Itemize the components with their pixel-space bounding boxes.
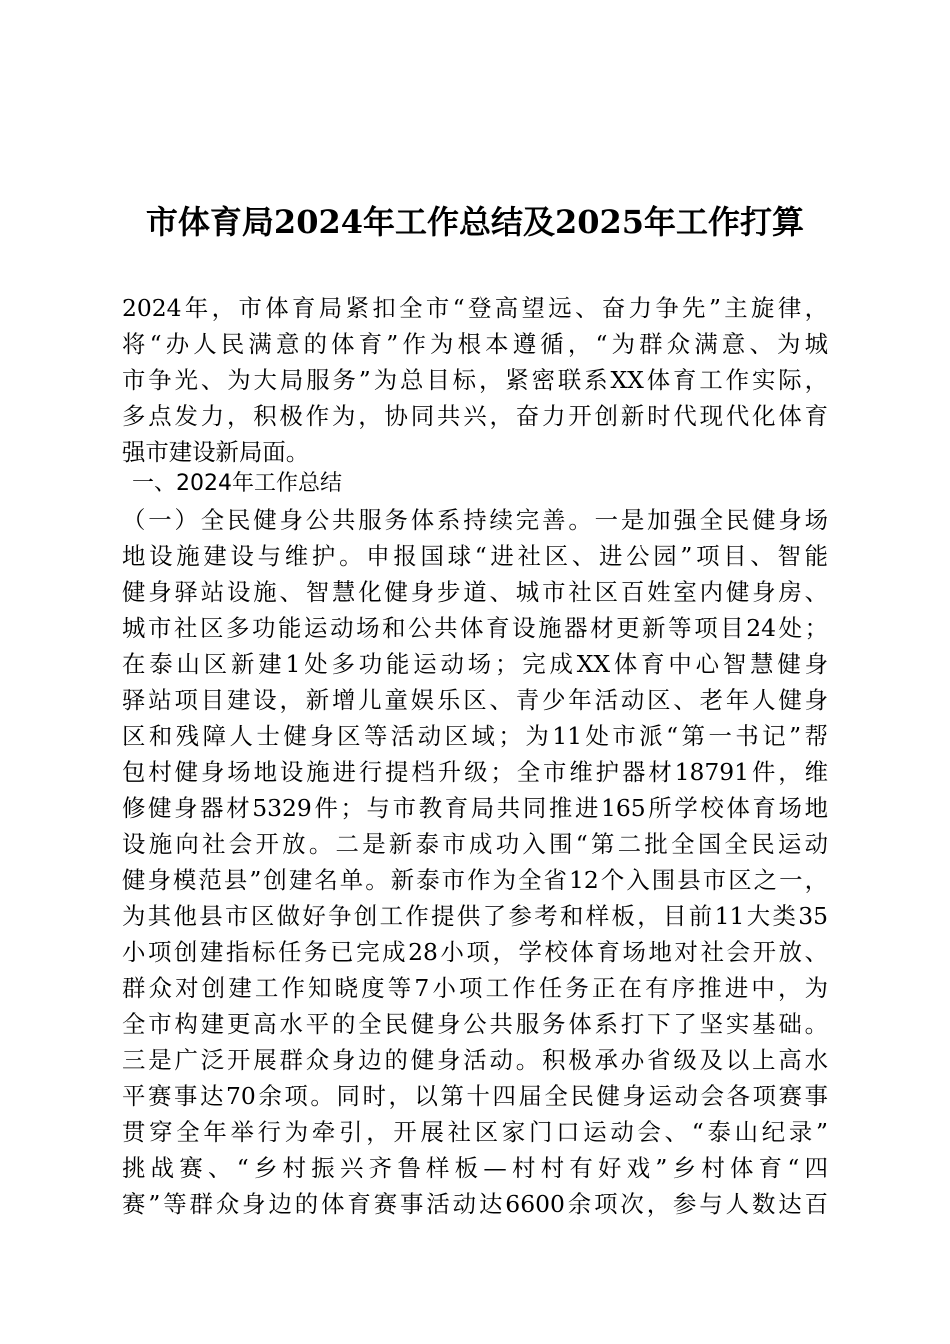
text-line: 赛”等群众身边的体育赛事活动达6600余项次，参与人数达百: [122, 1190, 828, 1218]
text-line: 挑战赛、“乡村振兴齐鲁样板—村村有好戏”乡村体育“四: [122, 1154, 828, 1182]
text-line: 群众对创建工作知晓度等7小项工作任务正在有序推进中，为: [122, 974, 828, 1002]
section-heading: 一、2024年工作总结: [132, 471, 342, 496]
text-line: 强市建设新局面。: [122, 438, 310, 466]
text-line: 驿站项目建设，新增儿童娱乐区、青少年活动区、老年人健身: [122, 686, 828, 714]
text-line: 在泰山区新建1处多功能运动场；完成XX体育中心智慧健身: [122, 650, 828, 678]
text-line: （一）全民健身公共服务体系持续完善。一是加强全民健身场: [122, 506, 828, 534]
text-line: 为其他县市区做好争创工作提供了参考和样板，目前11大类35: [122, 902, 828, 930]
text-line: 修健身器材5329件；与市教育局共同推进165所学校体育场地: [122, 794, 828, 822]
text-line: 健身驿站设施、智慧化健身步道、城市社区百姓室内健身房、: [122, 578, 828, 606]
text-line: 设施向社会开放。二是新泰市成功入围“第二批全国全民运动: [122, 830, 828, 858]
text-line: 包村健身场地设施进行提档升级；全市维护器材18791件，维: [122, 758, 828, 786]
text-line: 城市社区多功能运动场和公共体育设施器材更新等项目24处；: [122, 614, 828, 642]
text-line: 将“办人民满意的体育”作为根本遵循，“为群众满意、为城: [122, 330, 828, 358]
page-title: 市体育局2024年工作总结及2025年工作打算: [145, 203, 805, 241]
text-line: 区和残障人士健身区等活动区域；为11处市派“第一书记”帮: [122, 722, 828, 750]
text-line: 健身模范县”创建名单。新泰市作为全省12个入围县市区之一，: [122, 866, 828, 894]
text-line: 三是广泛开展群众身边的健身活动。积极承办省级及以上高水: [122, 1046, 828, 1074]
section1-paragraph: [122, 502, 828, 1222]
text-line: 多点发力，积极作为，协同共兴，奋力开创新时代现代化体育: [122, 402, 828, 430]
text-line: 地设施建设与维护。申报国球“进社区、进公园”项目、智能: [122, 542, 828, 570]
intro-paragraph: [122, 290, 828, 470]
text-line: 全市构建更高水平的全民健身公共服务体系打下了坚实基础。: [122, 1010, 828, 1038]
text-line: 平赛事达70余项。同时，以第十四届全民健身运动会各项赛事: [122, 1082, 828, 1110]
text-line: 小项创建指标任务已完成28小项，学校体育场地对社会开放、: [122, 938, 828, 966]
text-line: 市争光、为大局服务”为总目标，紧密联系XX体育工作实际，: [122, 366, 828, 394]
text-line: 2024年，市体育局紧扣全市“登高望远、奋力争先”主旋律，: [122, 294, 828, 322]
text-line: 贯穿全年举行为牵引，开展社区家门口运动会、“泰山纪录”: [122, 1118, 828, 1146]
